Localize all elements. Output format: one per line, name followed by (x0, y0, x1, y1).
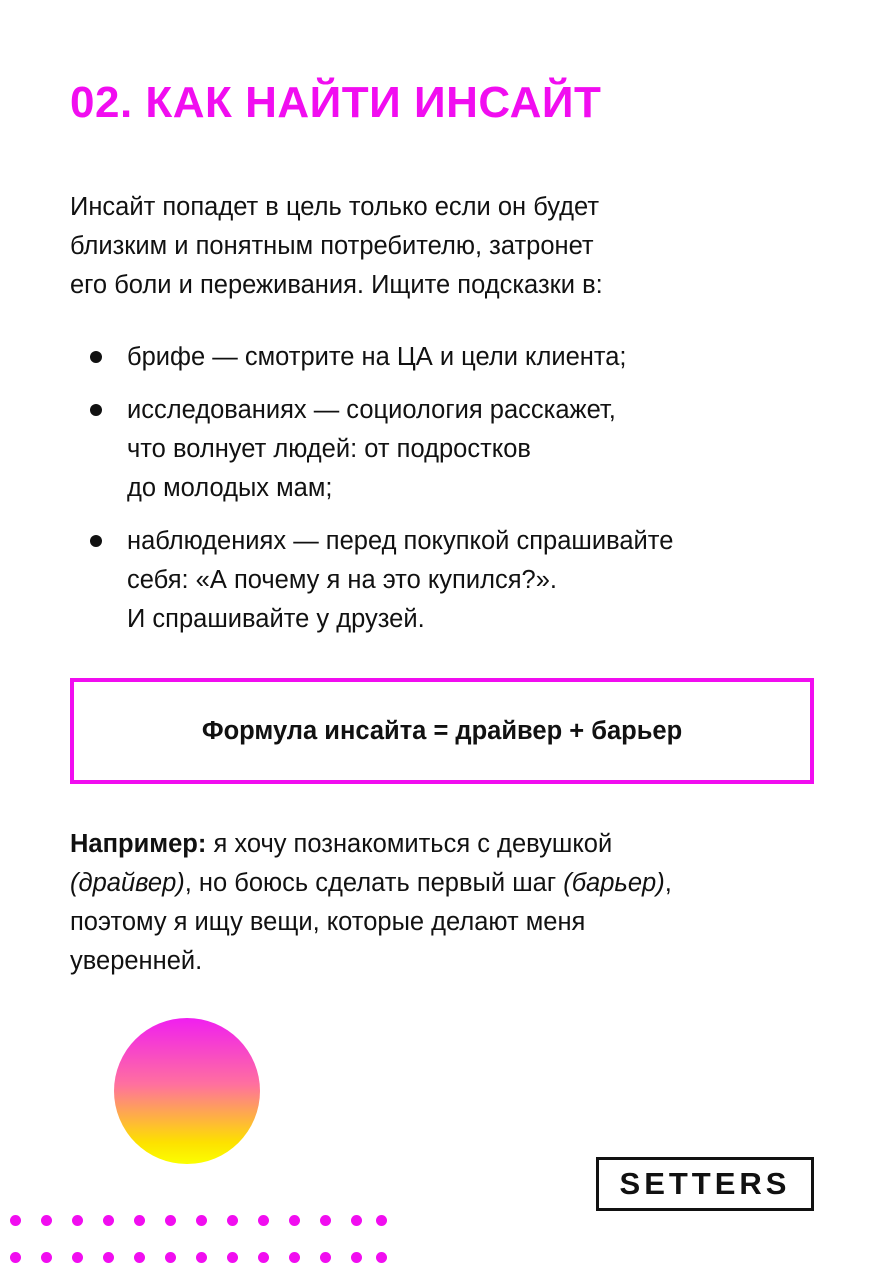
list-item (70, 391, 830, 508)
dot-decoration (351, 1252, 362, 1263)
list-item-text: что волнует людей: от подростков (127, 435, 531, 463)
hints-list (70, 338, 830, 653)
example-line: поэтому я ищу вещи, которые делают меня (70, 908, 586, 936)
intro-line: близким и понятным потребителю, затронет (70, 232, 594, 260)
dot-decoration (41, 1215, 52, 1226)
formula-text: Формула инсайта = драйвер + барьер (201, 716, 683, 745)
dot-decoration (196, 1215, 207, 1226)
example-text: , (664, 869, 672, 897)
dot-decoration (134, 1252, 145, 1263)
list-item-text: до молодых мам; (127, 474, 333, 502)
dot-decoration (351, 1215, 362, 1226)
list-item-text: себя: «А почему я на это купился?». (127, 566, 557, 594)
dot-row-decoration (10, 1215, 390, 1229)
dot-decoration (41, 1252, 52, 1263)
setters-logo: SETTERS (596, 1157, 814, 1211)
list-item-text: исследованиях — социология расскажет, (127, 396, 616, 424)
dot-decoration (103, 1215, 114, 1226)
example-paragraph (70, 825, 830, 981)
dot-decoration (376, 1252, 387, 1263)
example-text: , но боюсь сделать первый шаг (184, 869, 564, 897)
dot-decoration (196, 1252, 207, 1263)
example-text: я хочу познакомиться с девушкой (206, 830, 613, 858)
dot-decoration (258, 1215, 269, 1226)
intro-paragraph (70, 188, 810, 305)
dot-decoration (227, 1215, 238, 1226)
dot-decoration (320, 1252, 331, 1263)
list-item (70, 522, 830, 639)
barrier-term: (барьер) (563, 869, 665, 897)
example-line: уверенней. (70, 947, 203, 975)
bullet-dot-icon (90, 351, 102, 363)
example-label: Например: (70, 830, 207, 858)
example-line (70, 825, 830, 864)
dot-decoration (320, 1215, 331, 1226)
dot-decoration (10, 1215, 21, 1226)
intro-line: Инсайт попадет в цель только если он будет (70, 193, 600, 221)
dot-row-decoration (10, 1252, 390, 1266)
list-item-text: И спрашивайте у друзей. (127, 605, 425, 633)
dot-decoration (165, 1252, 176, 1263)
page-title: 02. КАК НАЙТИ ИНСАЙТ (70, 78, 602, 127)
dot-decoration (376, 1215, 387, 1226)
dot-decoration (289, 1215, 300, 1226)
bullet-dot-icon (90, 535, 102, 547)
dot-decoration (227, 1252, 238, 1263)
list-item-text: наблюдениях — перед покупкой спрашивайте (127, 527, 674, 555)
intro-line: его боли и переживания. Ищите подсказки в: (70, 271, 603, 299)
formula-box (70, 678, 814, 784)
dot-decoration (134, 1215, 145, 1226)
dot-decoration (103, 1252, 114, 1263)
example-line (70, 864, 830, 903)
bullet-dot-icon (90, 404, 102, 416)
list-item (70, 338, 830, 377)
dot-decoration (10, 1252, 21, 1263)
dot-decoration (165, 1215, 176, 1226)
driver-term: (драйвер) (70, 869, 185, 897)
dot-decoration (289, 1252, 300, 1263)
dot-decoration (72, 1252, 83, 1263)
gradient-circle-decoration (114, 1018, 260, 1164)
dot-decoration (258, 1252, 269, 1263)
list-item-text: брифе — смотрите на ЦА и цели клиента; (127, 343, 627, 371)
dot-decoration (72, 1215, 83, 1226)
